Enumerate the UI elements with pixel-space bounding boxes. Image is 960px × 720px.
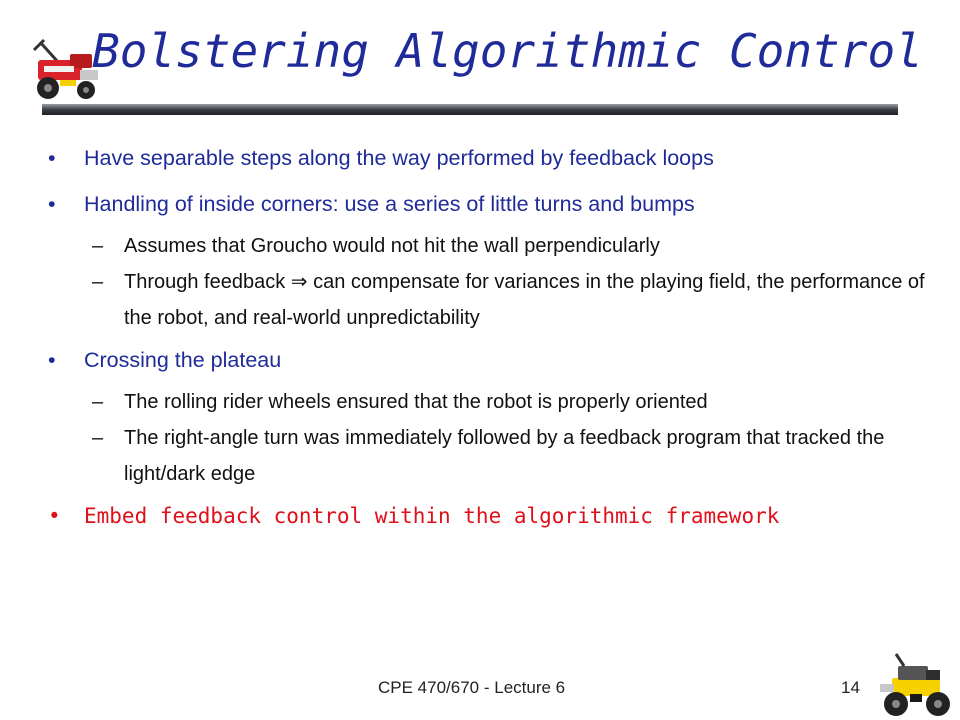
bullet-text: Embed feedback control within the algorithmic framework	[84, 504, 780, 528]
sub-bullet-item	[48, 226, 928, 266]
sub-bullet-text: Assumes that Groucho would not hit the wall perpendicularly	[124, 235, 660, 257]
slide-footer: CPE 470/670 - Lecture 6	[378, 678, 566, 697]
sub-bullet-text: The rolling rider wheels ensured that the robot is properly oriented	[124, 391, 708, 413]
dash-marker: –	[92, 427, 104, 449]
slide-title: Bolstering Algorithmic Control	[92, 24, 923, 78]
bullet-marker: •	[48, 348, 56, 372]
lego-robot-logo-icon	[874, 650, 958, 720]
bullet-item	[48, 186, 928, 222]
page-number: 14	[841, 678, 860, 697]
bullet-text: Have separable steps along the way performed by feedback loops	[84, 146, 714, 170]
sub-bullet-item	[48, 382, 928, 422]
bullet-text: Handling of inside corners: use a series of little turns and bumps	[84, 192, 695, 216]
sub-bullet-item	[48, 420, 928, 492]
bullet-text: Crossing the plateau	[84, 348, 282, 372]
bullet-marker: •	[48, 504, 61, 528]
sub-bullet-text-after: can compensate for variances in the playing field, the performance of the robot, and real-world unpredictability	[124, 271, 925, 329]
implies-arrow-icon: ⇒	[290, 271, 308, 293]
bullet-item	[48, 342, 928, 378]
bullet-list	[48, 140, 928, 544]
dash-marker: –	[92, 271, 104, 293]
bullet-item-emphasis	[48, 498, 928, 534]
dash-marker: –	[92, 391, 104, 413]
sub-bullet-text-before: Through feedback	[124, 271, 286, 293]
sub-bullet-item	[48, 264, 928, 336]
title-divider	[42, 104, 898, 115]
dash-marker: –	[92, 235, 104, 257]
bullet-marker: •	[48, 192, 56, 216]
sub-bullet-text: The right-angle turn was immediately followed by a feedback program that tracked the light/dark edge	[124, 427, 885, 485]
bullet-marker: •	[48, 146, 56, 170]
bullet-item	[48, 140, 928, 176]
